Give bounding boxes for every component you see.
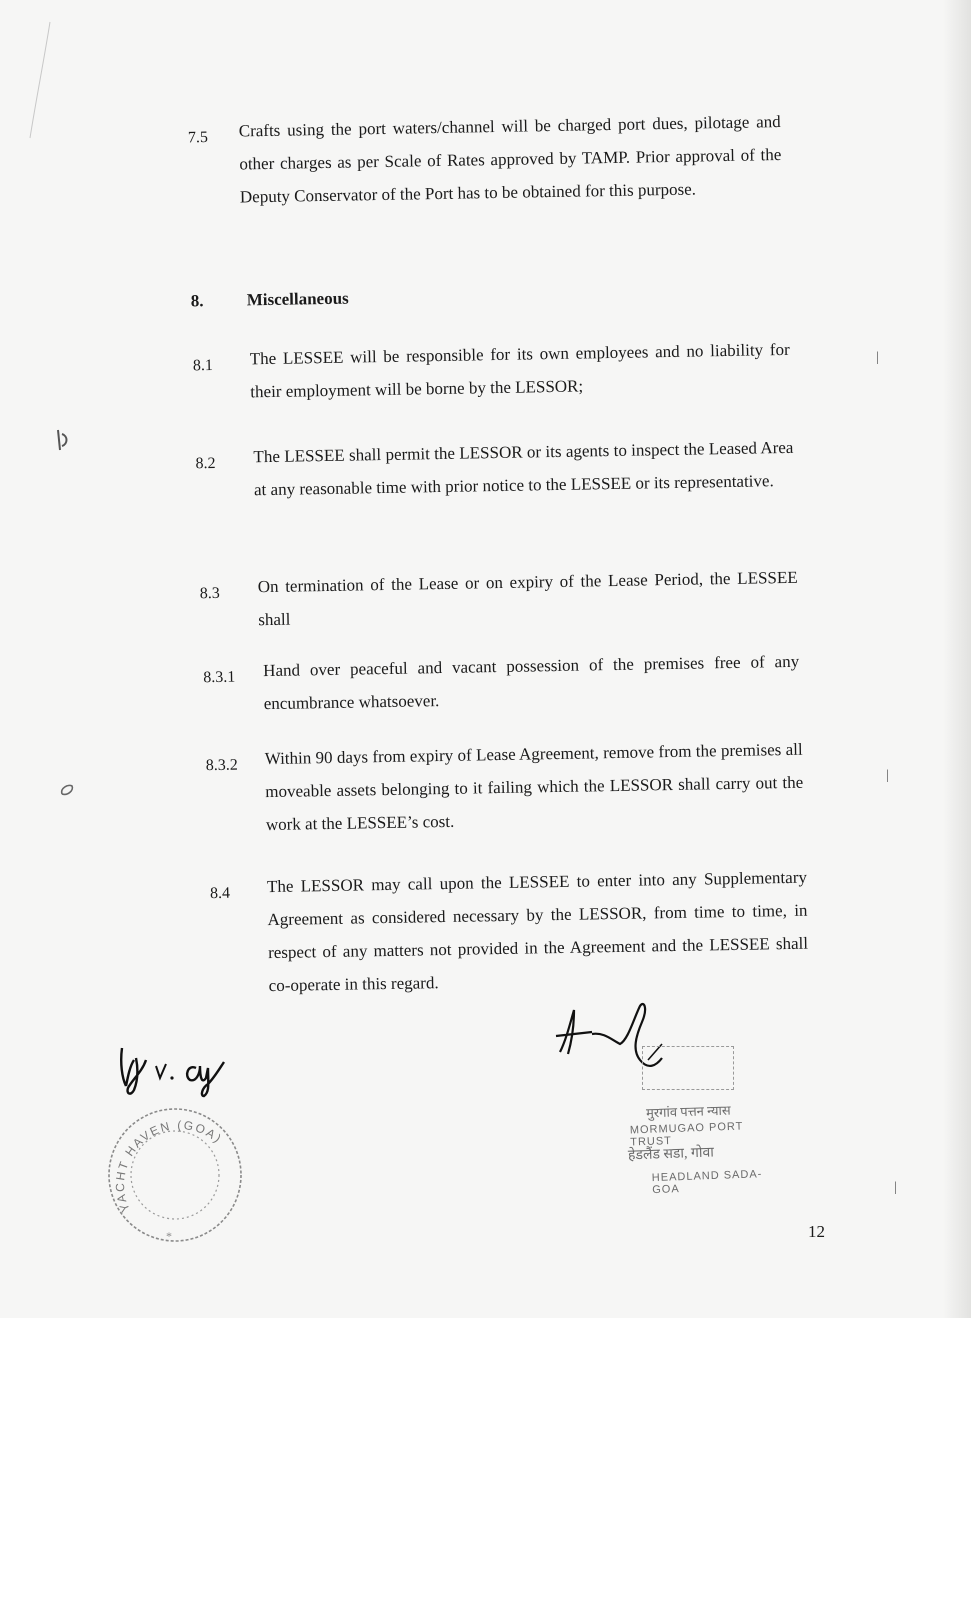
stamp-right-line: HEADLAND SADA-GOA [651, 1168, 763, 1197]
clause-text: Hand over peaceful and vacant possession of the premises free of any encumbrance whatsoever. [263, 651, 800, 714]
signature-left [116, 1038, 246, 1098]
clause-text: On termination of the Lease or on expiry of the Lease Period, the LESSEE shall [257, 567, 798, 630]
section-title: Miscellaneous [246, 288, 349, 310]
scan-artifact-left-edge [20, 20, 60, 140]
svg-text:*: * [166, 1229, 172, 1243]
scan-artifact-tick: | [894, 1180, 897, 1195]
clause-number: 8.3.1 [203, 668, 236, 687]
stamp-left [100, 1100, 250, 1250]
clause-text: The LESSOR may call upon the LESSEE to enter into any Supplementary Agreement as considered necessary by the LESSOR, from time to time, in respect of any matters not provided in the Agreement and the LESSEE shall co-operate in this regard. [266, 867, 809, 996]
scan-artifact-tick: | [886, 768, 889, 783]
page-number: 12 [808, 1222, 825, 1241]
scan-artifact-mark [58, 782, 78, 798]
clause-number: 8.4 [209, 884, 231, 903]
stamp-right-line: MORMUGAO PORT TRUST [629, 1120, 744, 1149]
stamp-right-line: हेडलैंड सडा, गोवा [627, 1145, 715, 1164]
clause-number: 7.5 [187, 129, 209, 147]
clause-number: 8.2 [195, 454, 216, 473]
stamp-right [612, 1046, 772, 1196]
clause-text: Within 90 days from expiry of Lease Agreement, remove from the premises all moveable assets belonging to it failing which the LESSOR shall carry out the work at the LESSEE’s cost. [264, 739, 804, 835]
stamp-left-text: YACHT HAVEN (GOA) [112, 1118, 226, 1215]
section-number: 8. [190, 291, 204, 311]
clause-text: The LESSEE shall permit the LESSOR or its agents to inspect the Leased Area at any reasonable time with prior notice to the LESSEE or its representative. [253, 437, 794, 500]
stamp-right-line: मुरगांव पत्तन न्यास [645, 1102, 731, 1121]
clause-text: Crafts using the port waters/channel will be charged port dues, pilotage and other charges as per Scale of Rates approved by TAMP. Prior approval of the Deputy Conservator of the Port has to be obtained for this purpose. [238, 112, 782, 207]
clause-number: 8.3.2 [205, 756, 238, 775]
clause-number: 8.3 [199, 584, 220, 603]
clause-number: 8.1 [192, 356, 214, 375]
scan-artifact-tick: | [876, 350, 879, 365]
clause-text: The LESSEE will be responsible for its own employees and no liability for their employment will be borne by the LESSOR; [249, 339, 790, 402]
scan-artifact-mark [54, 428, 74, 452]
